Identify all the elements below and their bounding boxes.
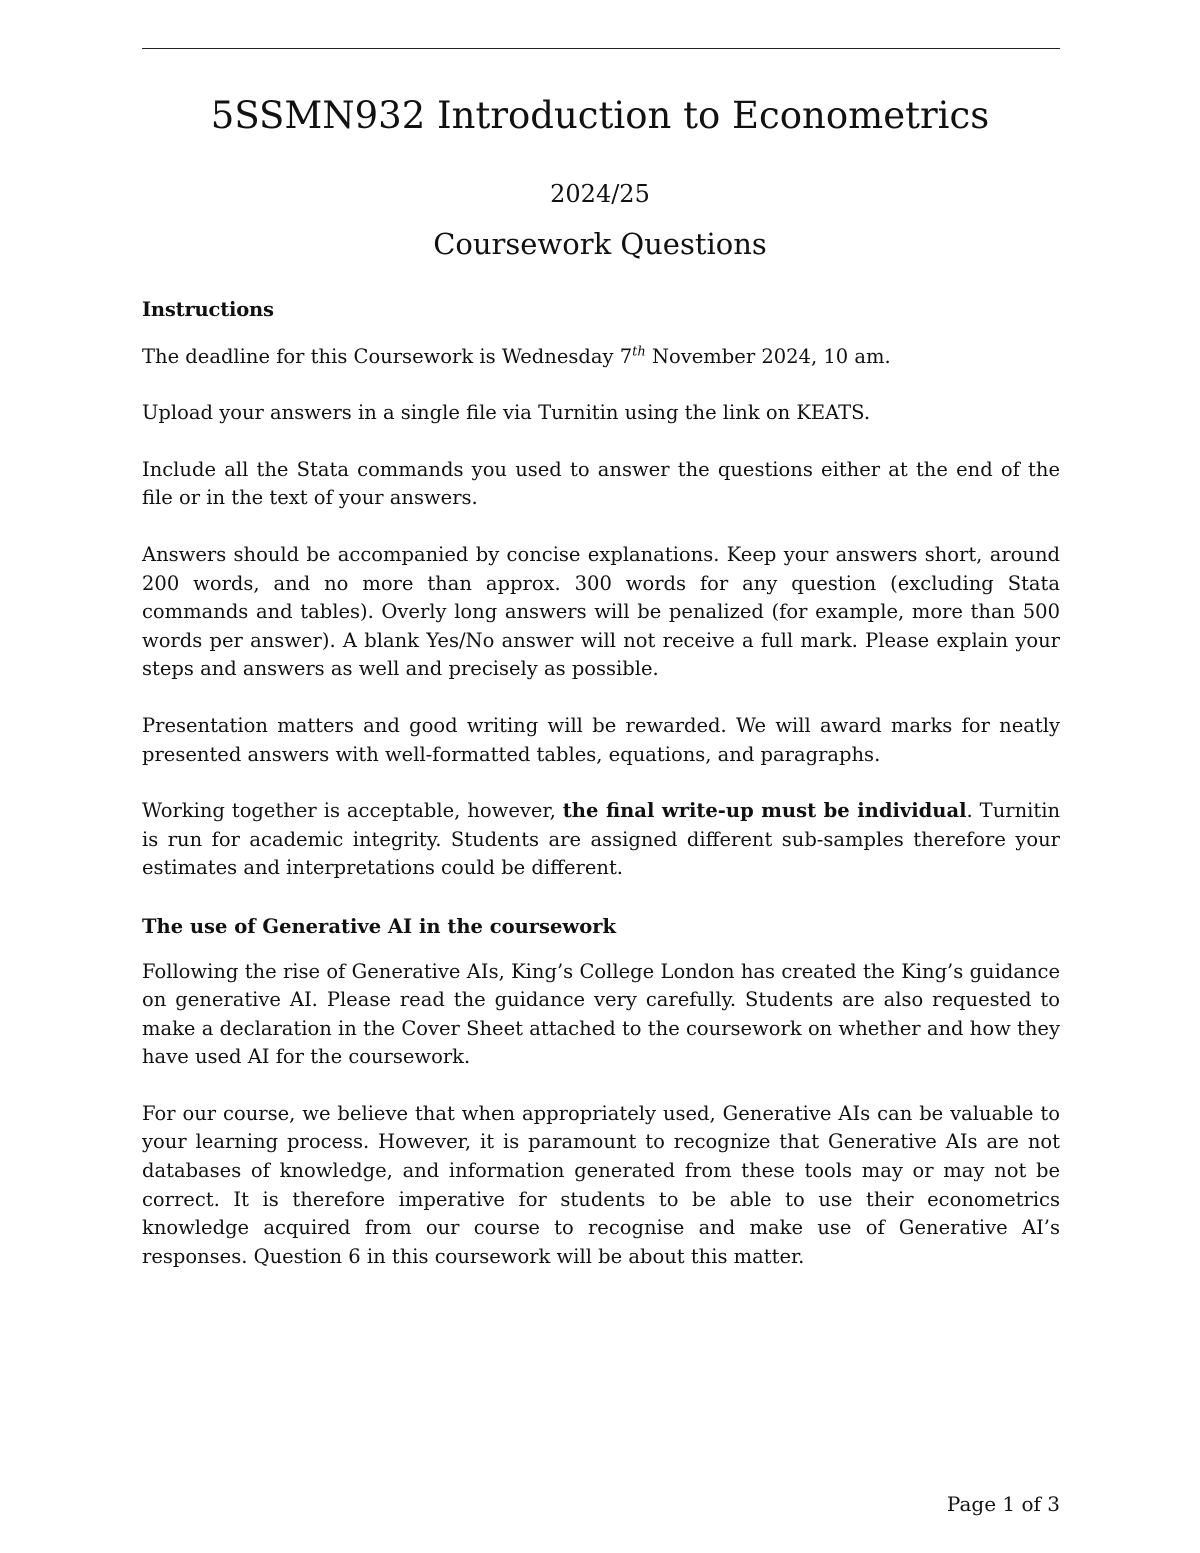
ai-paragraph-2: For our course, we believe that when appropriately used, Generative AIs can be valuable to your learning process. However, it is paramount to recognize that Generative AIs are not databases of knowledge, and information generated from these tools may or may not be correct. It is therefore imperative for students to be able to use their econometrics knowledge acquired from our course to recognise and make use of Generative AI’s responses. Question 6 in this coursework will be about this matter.: [142, 1101, 1060, 1268]
working-text-end: . Turnitin is run for academic integrity. Students are assigned different sub-samples therefore your estimates and interpretations could be different.: [142, 799, 1060, 880]
working-paragraph: [142, 797, 1060, 883]
stata-paragraph: Include all the Stata commands you used to answer the questions either at the end of the file or in the text of your answers.: [142, 457, 1060, 510]
document-subtitle: Coursework Questions: [433, 227, 767, 261]
document-body: [142, 296, 1060, 1299]
ai-heading: The use of Generative AI in the coursework: [142, 914, 616, 938]
deadline-text: The deadline for this Coursework is Wednesday 7: [142, 344, 633, 368]
upload-paragraph: Upload your answers in a single file via Turnitin using the link on KEATS.: [142, 401, 871, 425]
page-number: Page 1 of 3: [946, 1492, 1060, 1516]
presentation-paragraph: Presentation matters and good writing will be rewarded. We will award marks for neatly presented answers with well-formatted tables, equations, and paragraphs.: [142, 713, 1060, 766]
deadline-paragraph: [142, 343, 1060, 372]
instructions-heading: Instructions: [142, 298, 274, 321]
ai-paragraph-1: Following the rise of Generative AIs, King’s College London has created the King’s guidance on generative AI. Please read the guidance very carefully. Students are also requested to make a declaration in the Cover Sheet attached to the coursework on whether and how they have used AI for the coursework.: [142, 959, 1060, 1069]
header-rule: [142, 48, 1060, 49]
answers-paragraph: Answers should be accompanied by concise explanations. Keep your answers short, around 200 words, and no more than approx. 300 words for any question (excluding Stata commands and tables). Overly long answers will be penalized (for example, more than 500 words per answer). A blank Yes/No answer will not receive a full mark. Please explain your steps and answers as well and precisely as possible.: [142, 542, 1060, 681]
working-emphasis: the final write-up must be individual: [562, 799, 967, 823]
document-title: 5SSMN932 Introduction to Econometrics: [210, 94, 990, 137]
working-text: Working together is acceptable, however,: [142, 799, 563, 823]
deadline-ordinal: th: [632, 344, 646, 360]
deadline-text-end: November 2024, 10 am.: [645, 344, 891, 368]
academic-year: 2024/25: [550, 180, 650, 208]
